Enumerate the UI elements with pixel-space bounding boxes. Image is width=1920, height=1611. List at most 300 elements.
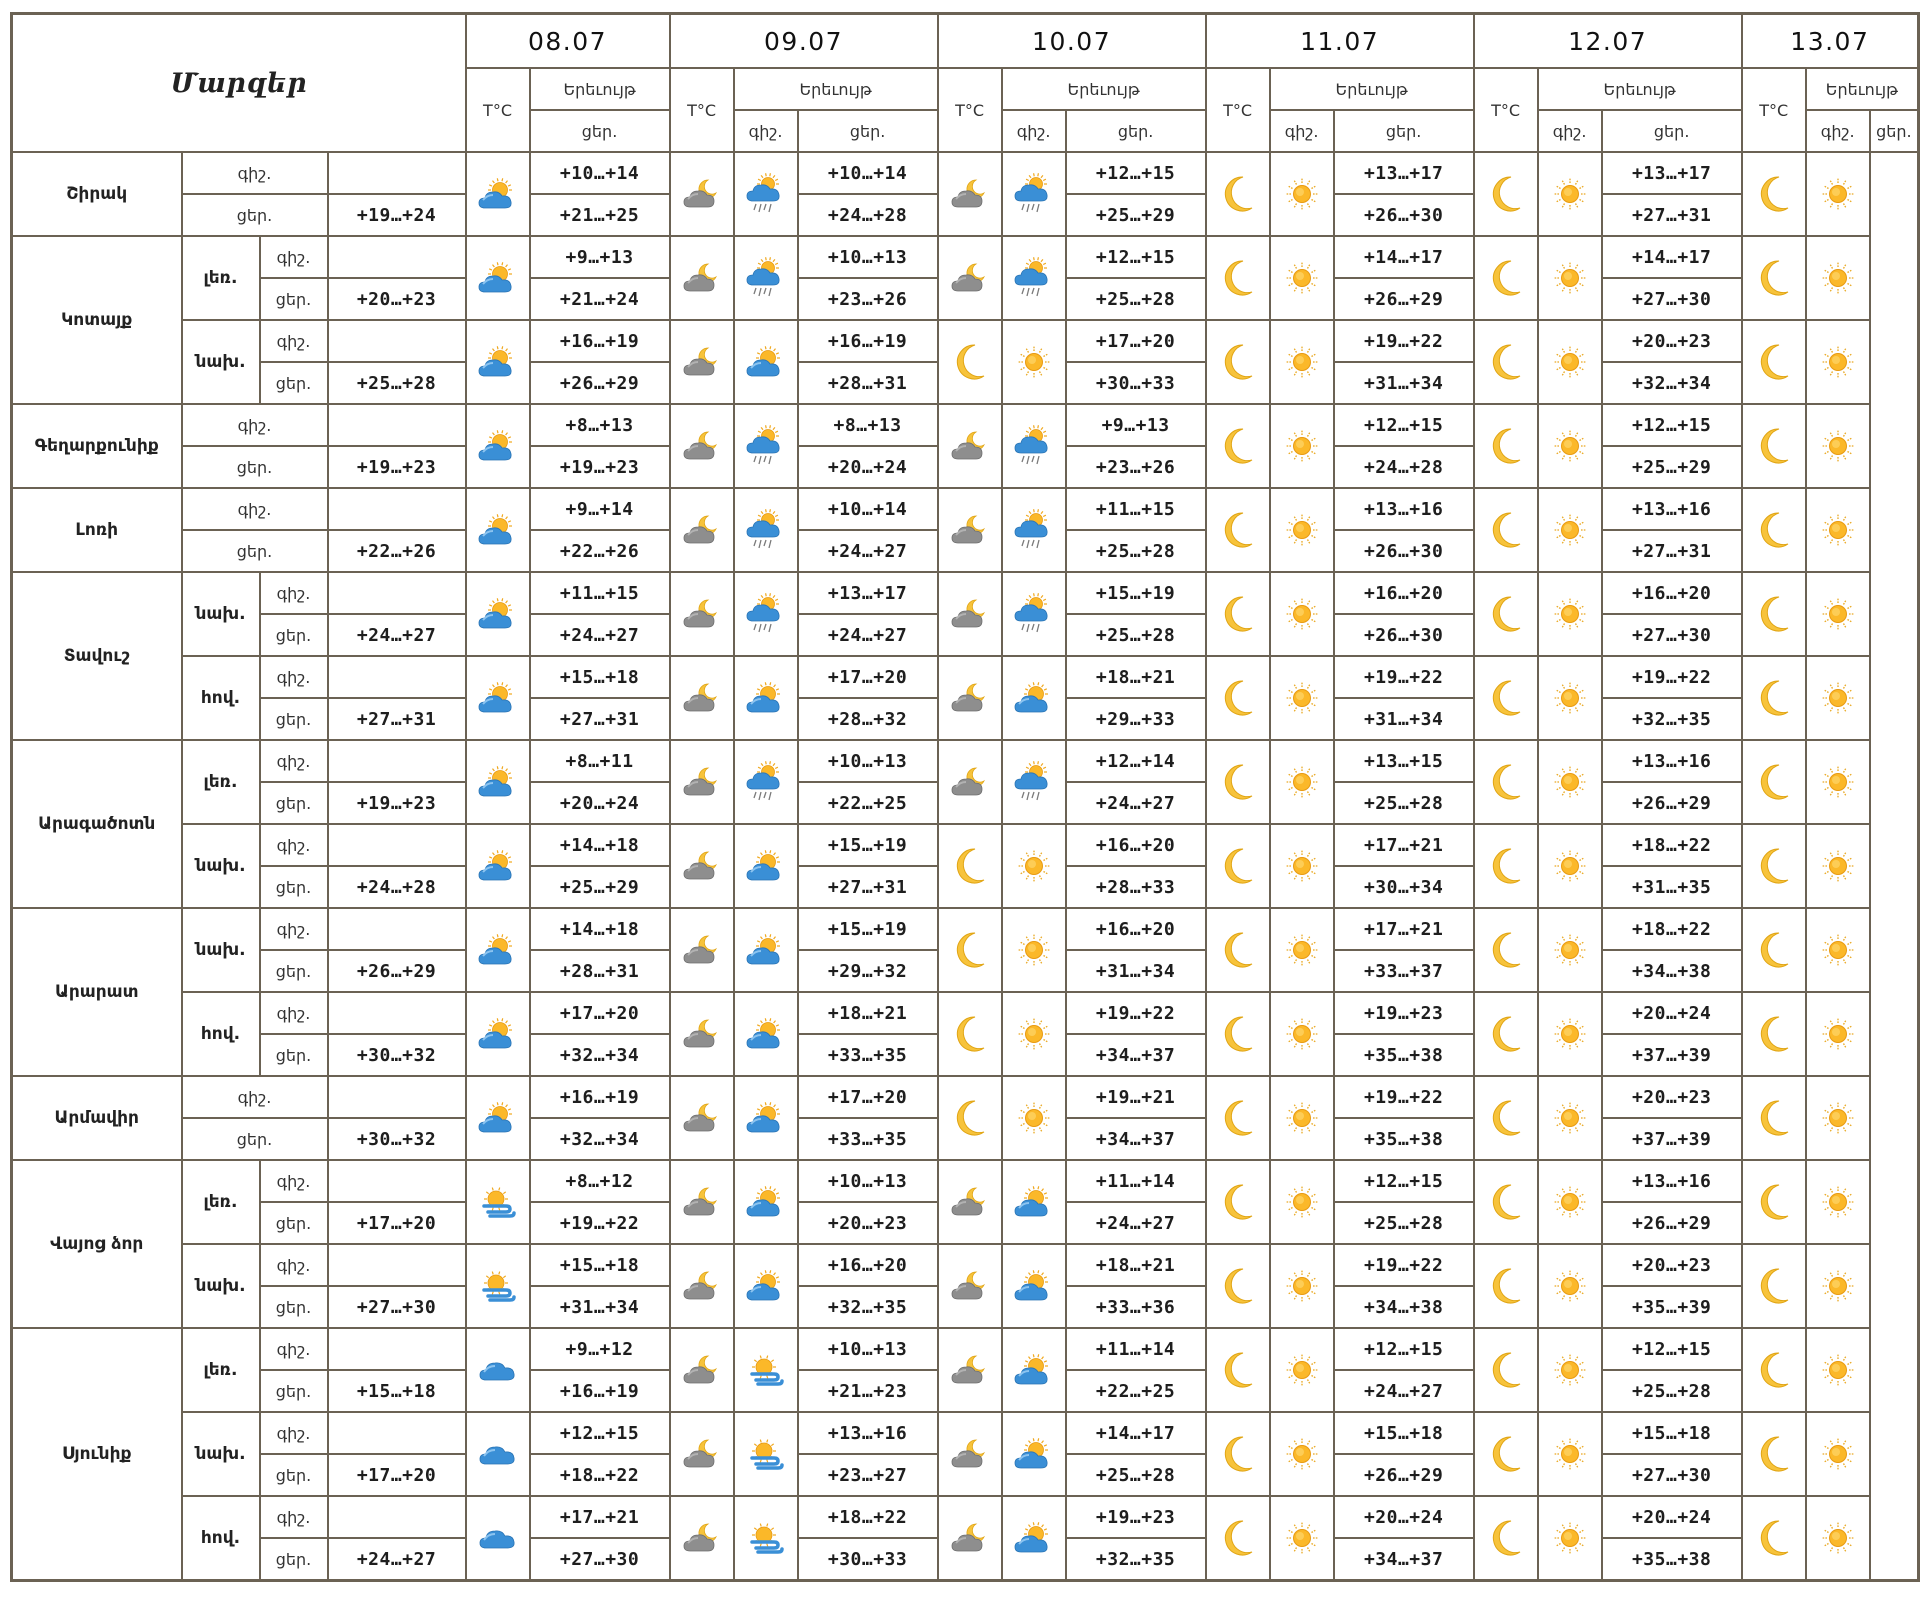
day-temp: +19…+23: [328, 782, 466, 824]
sun-icon: [1271, 846, 1333, 886]
day-temp: +33…+35: [798, 1034, 938, 1076]
phenomenon-night: [670, 1328, 734, 1412]
day-temp: +22…+26: [530, 530, 670, 572]
moon-icon: [1207, 1264, 1269, 1308]
sun-icon: [1003, 1014, 1065, 1054]
phenomenon-header: Երեւույթ: [1002, 68, 1206, 110]
day-rain-icon: [735, 760, 797, 804]
phenomenon-day: [1538, 320, 1602, 404]
date-header: 10.07: [938, 14, 1206, 69]
moon-icon: [1207, 760, 1269, 804]
moon-icon: [1743, 340, 1805, 384]
sun-icon: [1539, 1434, 1601, 1474]
phenomenon-night: [670, 740, 734, 824]
phenomenon-day: [1002, 1160, 1066, 1244]
day-temp: +30…+33: [798, 1538, 938, 1581]
moon-icon: [1743, 1180, 1805, 1224]
day-temp: +24…+27: [530, 614, 670, 656]
night-cloudy-icon: [939, 765, 1001, 799]
phenomenon-day: [1270, 824, 1334, 908]
sun-icon: [1271, 342, 1333, 382]
phenomenon-day: [734, 656, 798, 740]
day-temp: +27…+30: [530, 1538, 670, 1581]
sun-icon: [1271, 1182, 1333, 1222]
phenomenon-night: [670, 824, 734, 908]
phenomenon-night: [1742, 1412, 1806, 1496]
sun-icon: [1271, 1434, 1333, 1474]
day-partly-cloudy-icon: [467, 595, 529, 633]
phenomenon-day: [1002, 1244, 1066, 1328]
phenomenon-day: [466, 1076, 530, 1160]
moon-icon: [1207, 1096, 1269, 1140]
moon-icon: [1475, 1264, 1537, 1308]
phenomenon-day: [1806, 992, 1870, 1076]
phenomenon-day: [1002, 236, 1066, 320]
phenomenon-day: [1538, 1328, 1602, 1412]
sun-icon: [1807, 1098, 1869, 1138]
moon-icon: [1207, 1516, 1269, 1560]
night-cloudy-icon: [671, 1353, 733, 1387]
phenomenon-day: [1270, 1328, 1334, 1412]
phenomenon-night: [938, 656, 1002, 740]
zone-name: նախ.: [182, 908, 260, 992]
phenomenon-night: [938, 152, 1002, 236]
moon-icon: [1475, 340, 1537, 384]
phenomenon-day: [1270, 488, 1334, 572]
night-temp: +13…+16: [1602, 740, 1742, 782]
night-temp: +12…+14: [1066, 740, 1206, 782]
night-cloudy-icon: [671, 597, 733, 631]
temp-header: T°C: [670, 68, 734, 152]
day-temp: +26…+30: [1334, 194, 1474, 236]
night-cloudy-icon: [939, 261, 1001, 295]
day-partly-cloudy-icon: [735, 1015, 797, 1053]
moon-icon: [1743, 424, 1805, 468]
day-temp: +27…+31: [328, 698, 466, 740]
night-cloudy-icon: [671, 1017, 733, 1051]
phenomenon-day: [1270, 1496, 1334, 1581]
day-temp: +32…+35: [1066, 1538, 1206, 1581]
night-cloudy-icon: [671, 1437, 733, 1471]
night-temp: +10…+13: [798, 1160, 938, 1202]
day-temp: +33…+36: [1066, 1286, 1206, 1328]
day-temp: +27…+31: [530, 698, 670, 740]
night-temp-empty: [328, 908, 466, 950]
cloud-icon: [467, 1353, 529, 1387]
phenomenon-night: [1742, 908, 1806, 992]
day-temp: +25…+28: [1334, 782, 1474, 824]
sun-icon: [1539, 426, 1601, 466]
day-temp: +23…+26: [798, 278, 938, 320]
phenomenon-day: [1806, 1160, 1870, 1244]
moon-icon: [1207, 928, 1269, 972]
night-temp: +17…+21: [530, 1496, 670, 1538]
phenomenon-night: [670, 1076, 734, 1160]
night-temp: +13…+17: [1602, 152, 1742, 194]
phenomenon-day: [1806, 908, 1870, 992]
day-temp: +32…+35: [798, 1286, 938, 1328]
night-temp: +20…+23: [1602, 1076, 1742, 1118]
night-cloudy-icon: [939, 429, 1001, 463]
phenomenon-night: [1206, 1076, 1270, 1160]
day-temp: +17…+20: [328, 1454, 466, 1496]
phenomenon-night: [670, 1244, 734, 1328]
phenomenon-night: [1474, 1412, 1538, 1496]
day-temp: +28…+33: [1066, 866, 1206, 908]
day-rain-icon: [1003, 172, 1065, 216]
date-header: 12.07: [1474, 14, 1742, 69]
temp-header: T°C: [1474, 68, 1538, 152]
phenomenon-day: [1538, 488, 1602, 572]
night-temp: +19…+22: [1334, 1244, 1474, 1286]
day-temp: +25…+28: [1602, 1370, 1742, 1412]
moon-icon: [1475, 1516, 1537, 1560]
phenomenon-day: [1002, 656, 1066, 740]
night-temp: +14…+17: [1334, 236, 1474, 278]
day-temp: +32…+35: [1602, 698, 1742, 740]
night-temp: +9…+12: [530, 1328, 670, 1370]
sun-icon: [1539, 1182, 1601, 1222]
night-temp-empty: [328, 992, 466, 1034]
zone-name: լեռ.: [182, 236, 260, 320]
night-temp: +8…+13: [530, 404, 670, 446]
day-rain-icon: [1003, 592, 1065, 636]
day-temp: +20…+24: [798, 446, 938, 488]
sun-icon: [1807, 1182, 1869, 1222]
night-header: գիշ.: [1270, 110, 1334, 152]
night-cloudy-icon: [939, 177, 1001, 211]
night-temp: +17…+20: [798, 1076, 938, 1118]
day-label: ցեր.: [260, 1370, 328, 1412]
phenomenon-night: [938, 1412, 1002, 1496]
phenomenon-day: [734, 488, 798, 572]
date-header: 13.07: [1742, 14, 1919, 69]
night-header: գիշ.: [1806, 110, 1870, 152]
night-temp: +13…+15: [1334, 740, 1474, 782]
phenomenon-night: [938, 320, 1002, 404]
night-temp: +14…+17: [1066, 1412, 1206, 1454]
night-temp: +9…+13: [1066, 404, 1206, 446]
night-label: գիշ.: [260, 1160, 328, 1202]
phenomenon-day: [734, 404, 798, 488]
phenomenon-night: [1206, 740, 1270, 824]
moon-icon: [1475, 760, 1537, 804]
night-temp-empty: [328, 572, 466, 614]
forecast-table-wrapper: [10, 12, 1920, 1582]
night-temp: +18…+22: [1602, 908, 1742, 950]
night-label: գիշ.: [260, 1244, 328, 1286]
region-name: Գեղարքունիք: [12, 404, 182, 488]
day-partly-cloudy-icon: [467, 259, 529, 297]
sun-icon: [1539, 846, 1601, 886]
sun-icon: [1807, 1434, 1869, 1474]
phenomenon-night: [1474, 320, 1538, 404]
day-label: ցեր.: [260, 782, 328, 824]
phenomenon-night: [1474, 404, 1538, 488]
phenomenon-night: [670, 908, 734, 992]
day-temp: +19…+22: [530, 1202, 670, 1244]
phenomenon-night: [1742, 1076, 1806, 1160]
day-temp: +24…+27: [1066, 782, 1206, 824]
moon-icon: [1475, 1096, 1537, 1140]
night-temp-empty: [328, 656, 466, 698]
night-cloudy-icon: [939, 681, 1001, 715]
temp-header: T°C: [938, 68, 1002, 152]
sun-icon: [1271, 510, 1333, 550]
phenomenon-day: [1806, 488, 1870, 572]
night-temp-empty: [328, 152, 466, 194]
moon-icon: [939, 340, 1001, 384]
phenomenon-night: [670, 992, 734, 1076]
phenomenon-day: [1538, 1244, 1602, 1328]
moon-icon: [1207, 340, 1269, 384]
night-row: [12, 488, 1919, 530]
phenomenon-day: [1806, 824, 1870, 908]
night-temp: +19…+22: [1066, 992, 1206, 1034]
moon-icon: [1207, 424, 1269, 468]
night-temp: +10…+13: [798, 740, 938, 782]
night-cloudy-icon: [939, 1521, 1001, 1555]
phenomenon-day: [734, 152, 798, 236]
phenomenon-night: [670, 1496, 734, 1581]
temp-header: T°C: [1742, 68, 1806, 152]
phenomenon-header: Երեւույթ: [734, 68, 938, 110]
night-temp: +17…+21: [1334, 908, 1474, 950]
zone-name: հով.: [182, 1496, 260, 1581]
night-cloudy-icon: [671, 429, 733, 463]
day-temp: +24…+27: [328, 614, 466, 656]
phenomenon-night: [1206, 572, 1270, 656]
day-label: ցեր.: [182, 194, 328, 236]
sun-icon: [1807, 762, 1869, 802]
phenomenon-night: [1742, 992, 1806, 1076]
night-temp-empty: [328, 1496, 466, 1538]
day-partly-cloudy-icon: [735, 931, 797, 969]
day-temp: +31…+34: [1334, 698, 1474, 740]
day-temp: +30…+34: [1334, 866, 1474, 908]
night-temp: +17…+20: [530, 992, 670, 1034]
night-row: [12, 572, 1919, 614]
phenomenon-day: [734, 1076, 798, 1160]
phenomenon-night: [1206, 152, 1270, 236]
phenomenon-night: [670, 572, 734, 656]
phenomenon-day: [466, 1328, 530, 1412]
phenomenon-day: [1270, 740, 1334, 824]
night-temp: +15…+18: [1602, 1412, 1742, 1454]
zone-name: նախ.: [182, 1412, 260, 1496]
moon-icon: [1475, 592, 1537, 636]
sun-icon: [1003, 930, 1065, 970]
night-temp: +20…+24: [1334, 1496, 1474, 1538]
day-temp: +25…+28: [1066, 1454, 1206, 1496]
day-temp: +25…+29: [1066, 194, 1206, 236]
night-cloudy-icon: [671, 765, 733, 799]
moon-icon: [1207, 508, 1269, 552]
night-temp: +16…+20: [1066, 824, 1206, 866]
night-temp: +9…+13: [530, 236, 670, 278]
phenomenon-day: [734, 992, 798, 1076]
phenomenon-day: [1806, 740, 1870, 824]
regions-title: Մարզեր: [12, 14, 466, 153]
phenomenon-night: [1474, 824, 1538, 908]
sun-icon: [1807, 174, 1869, 214]
night-temp-empty: [328, 1328, 466, 1370]
phenomenon-night: [1206, 1328, 1270, 1412]
night-temp: +13…+17: [1334, 152, 1474, 194]
phenomenon-day: [1270, 656, 1334, 740]
phenomenon-night: [1206, 1496, 1270, 1581]
night-temp: +13…+16: [1334, 488, 1474, 530]
phenomenon-night: [1474, 740, 1538, 824]
day-sun-cloud-layers-icon: [735, 1518, 797, 1558]
zone-name: նախ.: [182, 320, 260, 404]
night-header: գիշ.: [1002, 110, 1066, 152]
phenomenon-night: [1206, 488, 1270, 572]
phenomenon-night: [938, 488, 1002, 572]
phenomenon-night: [938, 572, 1002, 656]
night-temp: +10…+13: [798, 236, 938, 278]
day-temp: +24…+28: [328, 866, 466, 908]
moon-icon: [1475, 1012, 1537, 1056]
phenomenon-night: [1474, 1244, 1538, 1328]
sun-icon: [1003, 342, 1065, 382]
moon-icon: [939, 1012, 1001, 1056]
phenomenon-day: [1806, 236, 1870, 320]
zone-name: հով.: [182, 992, 260, 1076]
phenomenon-day: [1806, 1496, 1870, 1581]
moon-icon: [939, 928, 1001, 972]
phenomenon-night: [938, 236, 1002, 320]
night-temp: +11…+14: [1066, 1328, 1206, 1370]
moon-icon: [1743, 1264, 1805, 1308]
night-row: [12, 1496, 1919, 1538]
night-temp-empty: [328, 824, 466, 866]
night-temp: +15…+19: [798, 824, 938, 866]
moon-icon: [1475, 844, 1537, 888]
day-partly-cloudy-icon: [467, 427, 529, 465]
night-temp: +17…+20: [1066, 320, 1206, 362]
day-temp: +24…+28: [1334, 446, 1474, 488]
day-label: ցեր.: [182, 1118, 328, 1160]
day-partly-cloudy-icon: [467, 175, 529, 213]
night-row: [12, 740, 1919, 782]
day-partly-cloudy-icon: [467, 1099, 529, 1137]
night-temp: +20…+24: [1602, 992, 1742, 1034]
night-temp: +16…+20: [798, 1244, 938, 1286]
sun-icon: [1807, 846, 1869, 886]
night-row: [12, 1244, 1919, 1286]
moon-icon: [1743, 676, 1805, 720]
night-cloudy-icon: [939, 1353, 1001, 1387]
night-temp-empty: [328, 1244, 466, 1286]
moon-icon: [1743, 1516, 1805, 1560]
phenomenon-day: [466, 992, 530, 1076]
night-temp: +19…+22: [1334, 656, 1474, 698]
day-label: ցեր.: [182, 446, 328, 488]
day-temp: +27…+30: [1602, 278, 1742, 320]
night-temp: +12…+15: [1334, 404, 1474, 446]
day-partly-cloudy-icon: [1003, 679, 1065, 717]
day-rain-icon: [735, 256, 797, 300]
day-partly-cloudy-icon: [1003, 1267, 1065, 1305]
day-label: ցեր.: [260, 698, 328, 740]
sun-icon: [1271, 1350, 1333, 1390]
day-partly-cloudy-icon: [735, 1267, 797, 1305]
phenomenon-day: [734, 1328, 798, 1412]
sun-icon: [1539, 342, 1601, 382]
phenomenon-day: [1002, 740, 1066, 824]
day-label: ցեր.: [260, 950, 328, 992]
night-cloudy-icon: [671, 513, 733, 547]
night-temp: +19…+22: [1334, 1076, 1474, 1118]
phenomenon-day: [1538, 740, 1602, 824]
day-partly-cloudy-icon: [467, 1015, 529, 1053]
phenomenon-day: [466, 908, 530, 992]
day-rain-icon: [1003, 760, 1065, 804]
night-cloudy-icon: [671, 1185, 733, 1219]
moon-icon: [1475, 1432, 1537, 1476]
phenomenon-header: Երեւույթ: [1270, 68, 1474, 110]
phenomenon-day: [1538, 152, 1602, 236]
day-label: ցեր.: [260, 278, 328, 320]
night-temp: +12…+15: [1602, 404, 1742, 446]
phenomenon-night: [1474, 152, 1538, 236]
phenomenon-day: [1270, 908, 1334, 992]
phenomenon-night: [1742, 236, 1806, 320]
day-temp: +34…+38: [1334, 1286, 1474, 1328]
day-partly-cloudy-icon: [1003, 1435, 1065, 1473]
day-temp: +25…+28: [1066, 530, 1206, 572]
day-rain-icon: [735, 172, 797, 216]
day-temp: +27…+30: [1602, 1454, 1742, 1496]
day-temp: +37…+39: [1602, 1118, 1742, 1160]
day-label: ցեր.: [260, 1034, 328, 1076]
night-temp-empty: [328, 1412, 466, 1454]
sun-icon: [1271, 426, 1333, 466]
night-label: գիշ.: [182, 152, 328, 194]
phenomenon-day: [1806, 1328, 1870, 1412]
date-header: 09.07: [670, 14, 938, 69]
phenomenon-night: [1206, 908, 1270, 992]
day-temp: +24…+27: [798, 530, 938, 572]
day-temp: +35…+38: [1602, 1538, 1742, 1581]
night-temp: +10…+14: [530, 152, 670, 194]
phenomenon-night: [670, 404, 734, 488]
moon-icon: [1743, 1096, 1805, 1140]
day-partly-cloudy-icon: [735, 343, 797, 381]
night-temp: +18…+21: [1066, 1244, 1206, 1286]
temp-header: T°C: [1206, 68, 1270, 152]
phenomenon-night: [938, 992, 1002, 1076]
night-cloudy-icon: [671, 681, 733, 715]
night-label: գիշ.: [182, 1076, 328, 1118]
day-temp: +26…+29: [1334, 278, 1474, 320]
moon-icon: [1743, 1012, 1805, 1056]
phenomenon-night: [1206, 1160, 1270, 1244]
night-cloudy-icon: [939, 597, 1001, 631]
night-temp-empty: [328, 488, 466, 530]
phenomenon-day: [466, 1496, 530, 1581]
night-temp: +16…+20: [1334, 572, 1474, 614]
phenomenon-day: [734, 1160, 798, 1244]
day-temp: +28…+32: [798, 698, 938, 740]
sun-icon: [1807, 342, 1869, 382]
phenomenon-night: [1206, 404, 1270, 488]
region-name: Արարատ: [12, 908, 182, 1076]
day-temp: +33…+35: [798, 1118, 938, 1160]
moon-icon: [1475, 256, 1537, 300]
phenomenon-day: [1270, 992, 1334, 1076]
